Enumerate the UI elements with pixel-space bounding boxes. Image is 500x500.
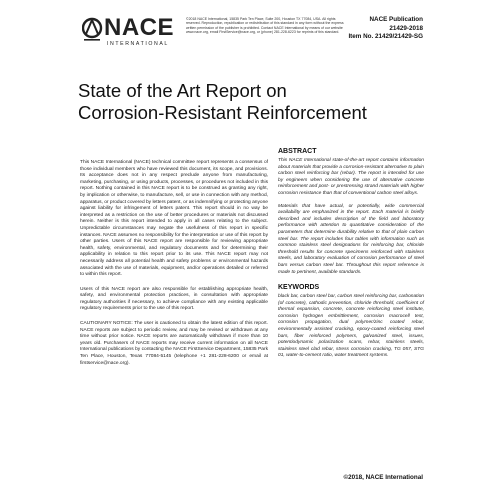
responsibility-paragraph: Users of this NACE report are also responsible for establishing appropriate health, safety, and environmental protection practices, in consultation with appropriate regulatory authorities if necessary, to achieve compliance with any existing applicable regulatory requirements prior to the use of this report. [80,286,268,312]
title-line-1: State of the Art Report on [78,80,287,101]
document-title [78,80,438,124]
keywords-text: black bar, carbon steel bar, carbon steel reinforcing bar, carbonation (of concrete), cathodic prevention, chloride threshold, coefficient of thermal expansion, concrete, concrete reinforcing steel institute, corrosion hydrogen embrittlement, corrosion macrocell test, corrosion propagation, dual polymer/zinc coated rebar, environmentally assisted cracking, epoxy-coated reinforcing steel bars, fiber reinforced polymers, galvanized steel, issues, potentiodynamic polarization scans, rebar, stainless steels, stainless steel clad rebar, stress corrosion cracking, TG 057, STG 01, water-to-cement ratio, water treatment systems. [278,294,424,359]
copyright-notice: ©2018 NACE International, 15835 Park Ten Place, Suite 200, Houston TX 77084, USA. All rights reserved. Reproduction, republication or redistribution of this standard in any form without the express written permission of the publisher is prohibited. Contact NACE International by means of our website www.nace.org, email FirstService@nace.org, or (phone) 281-228-6223 for reprints of this standard. [186,17,344,35]
footer-copyright: ©2018, NACE International [343,474,423,481]
title-line-2: Corrosion-Resistant Reinforcement [78,102,367,123]
header [0,0,500,64]
logo-wordmark: NACE [104,14,175,41]
publication-number: 21429-2018 [389,24,423,32]
abstract-column [278,148,424,366]
disclaimer-paragraph: This NACE International (NACE) technical committee report represents a consensus of those individual members who have reviewed this document, its scope, and provisions. Its acceptance does not in any respect preclude anyone from manufacturing, marketing, purchasing, or using products, processes, or procedures not included in this report. Nothing contained in this NACE report is to be construed as granting any right, by implication or otherwise, to manufacture, sell, or use in connection with any method, apparatus, or product covered by letters patent, or as indemnifying or protecting anyone against liability for infringement of letters patent. This report should in no way be interpreted as a restriction on the use of better procedures or materials not discussed herein. Neither is this report intended to apply in all cases relating to the subject. Unpredictable circumstances may negate the usefulness of this report in specific instances. NACE assumes no responsibility for the interpretation or use of this report by other parties. Users of this NACE report are responsible for reviewing appropriate health, safety, environmental, and regulatory documents and for determining their applicability in relation to this report prior to its use. This NACE report may not necessarily address all potential health and safety problems or environmental hazards associated with the use of materials, equipment, and/or operations detailed or referred to within this report. [80,160,268,278]
disclaimer-column [80,160,268,375]
abstract-heading: ABSTRACT [278,148,317,155]
publication-label: NACE Publication [369,16,423,23]
abstract-paragraph: Materials that have actual, or potentially, wide commercial availability are emphasized in the report. Each material is briefly described and includes description of the field and laboratory performance with attention to quantitative consideration of the parameters that determine durability relative to that of plain carbon steel bar. The report includes four tables with information such as common stainless steel designations for reinforcing bar, chloride threshold results for concrete specimens reinforced with stainless steels, and laboratory evaluation of corrosion performance of steel bars versus carbon steel bar. Throughout this report reference is made to pertinent, available standards. [278,203,424,275]
nace-logo[interactable] [82,14,178,54]
nace-logo-icon [82,14,104,48]
keywords-heading: KEYWORDS [278,284,320,292]
item-number: Item No. 21429/21429-SG [348,33,423,41]
logo-subtitle: INTERNATIONAL [107,41,169,47]
cautionary-notice: CAUTIONARY NOTICE: The user is cautioned to obtain the latest edition of this report. NACE reports are subject to periodic review, and may be revised or withdrawn at any time without prior notice. NACE reports are automatically withdrawn if more than 10 years old. Purchasers of NACE reports may receive current information on all NACE International publications by contacting the NACE FirstService Department, 15835 Park Ten Place, Houston, Texas 77084-5145 (telephone +1 281-228-6200 or email at firstservice@nace.org). [80,321,268,366]
abstract-paragraph: This NACE International state-of-the-art report contains information about materials that provide a corrosion-resistant alternative to plain carbon steel reinforcing bar (rebar). The report is intended for use by engineers when considering the use of alternative concrete reinforcement and post- or prestressing strand materials with higher corrosion resistance than that of conventional carbon steel alloys. [278,158,424,196]
publication-info [348,16,423,42]
